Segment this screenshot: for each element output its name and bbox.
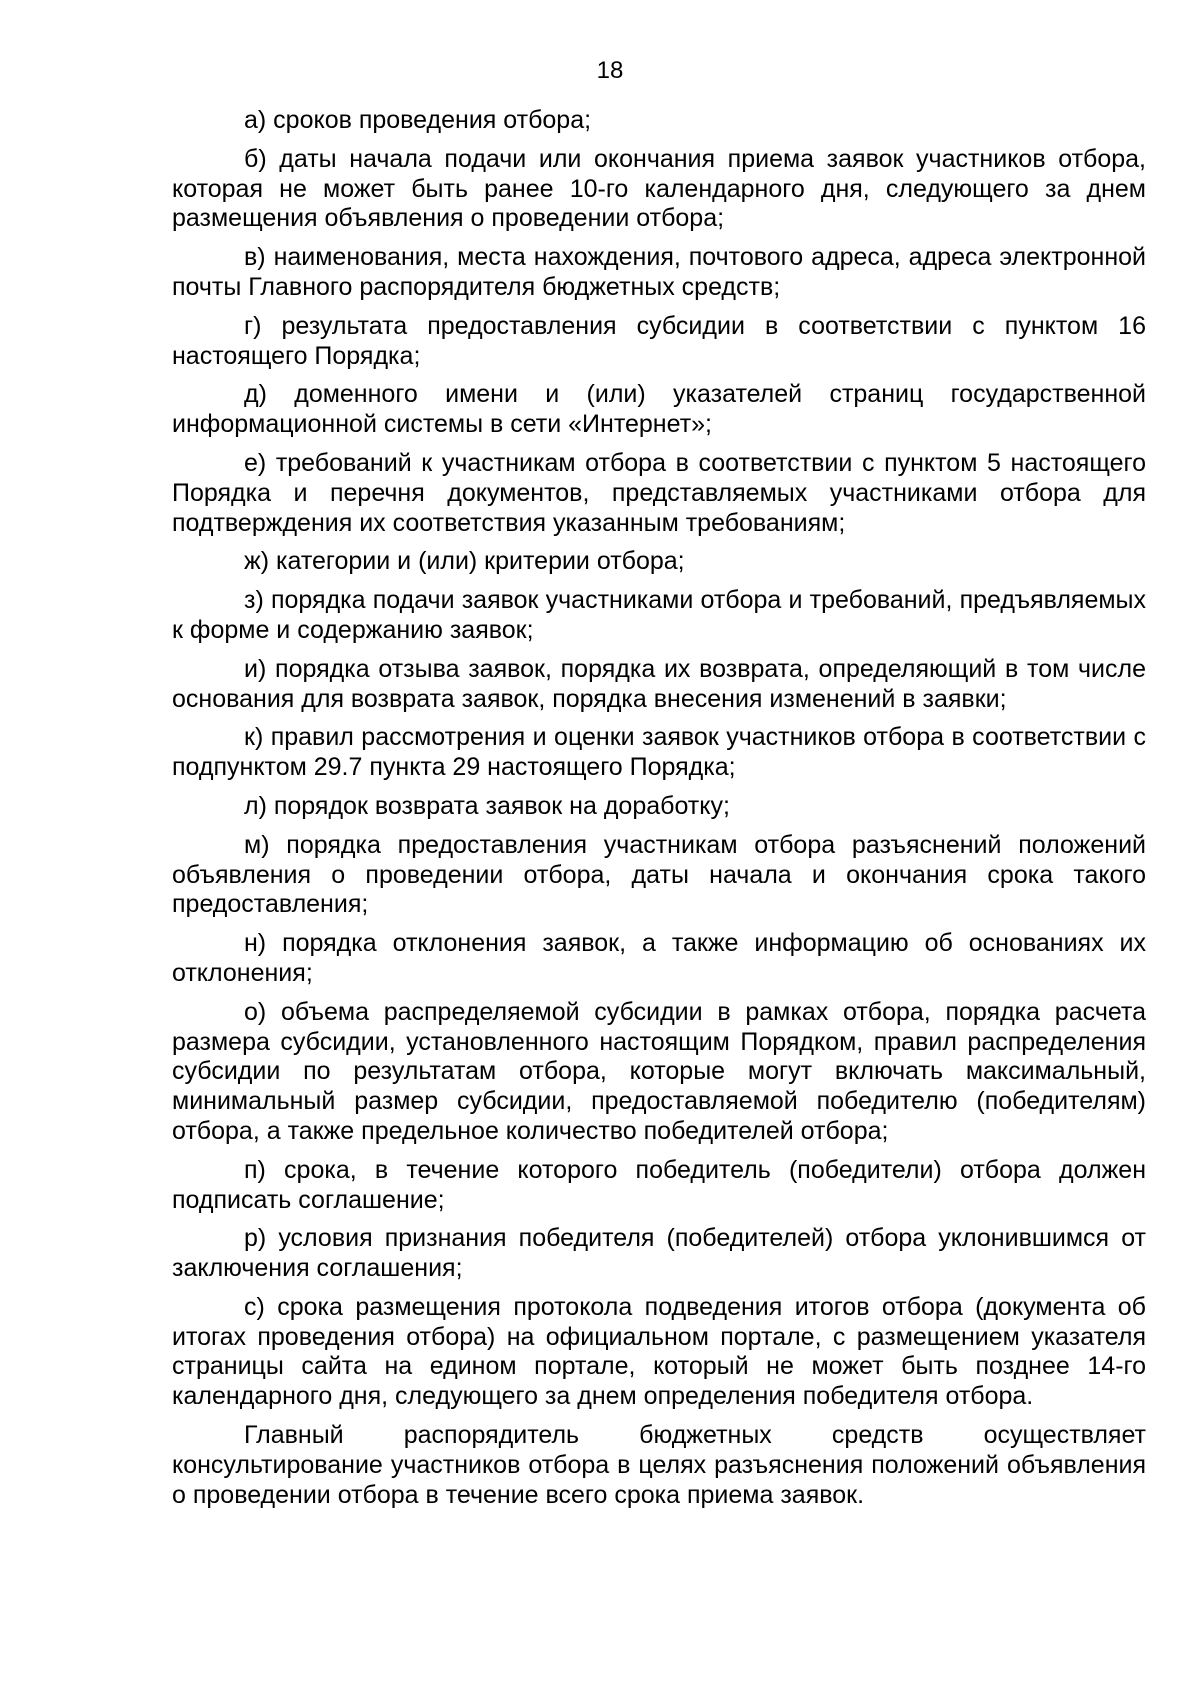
paragraph-d: д) доменного имени и (или) указателей страниц государственной информационной системы в сети «Интернет»; (172, 380, 1146, 439)
paragraph-s: с) срока размещения протокола подведения итогов отбора (документа об итогах проведения отбора) на официальном портале, с размещением указателя страницы сайта на едином портале, который не может быть позднее 14-го календарного дня, следующего за днем определения победителя отбора. (172, 1292, 1146, 1411)
paragraph-zh: ж) категории и (или) критерии отбора; (244, 547, 685, 576)
paragraph-o: о) объема распределяемой субсидии в рамках отбора, порядка расчета размера субсидии, установленного настоящим Порядком, правил распределения субсидии по результатам отбора, которые могут включать максимальный, минимальный размер субсидии, предоставляемой победителю (победителям) отбора, а также предельное количество победителей отбора; (172, 997, 1146, 1145)
paragraph-k: к) правил рассмотрения и оценки заявок участников отбора в соответствии с подпунктом 29.7 пункта 29 настоящего Порядка; (172, 723, 1146, 782)
paragraph-z: з) порядка подачи заявок участниками отбора и требований, предъявляемых к форме и содержанию заявок; (172, 586, 1146, 644)
paragraph-g: г) результата предоставления субсидии в соответствии с пунктом 16 настоящего Порядка; (172, 311, 1146, 370)
paragraph-p: п) срока, в течение которого победитель (победители) отбора должен подписать соглашение; (172, 1155, 1146, 1214)
paragraph-e: е) требований к участникам отбора в соответствии с пунктом 5 настоящего Порядка и перечня документов, представляемых участниками отбора для подтверждения их соответствия указанным требованиям; (172, 448, 1146, 537)
paragraph-l: л) порядок возврата заявок на доработку; (244, 791, 730, 820)
paragraph-m: м) порядка предоставления участникам отбора разъяснений положений объявления о проведении отбора, даты начала и окончания срока такого предоставления; (172, 830, 1146, 919)
page-number: 18 (596, 57, 624, 84)
paragraph-b: б) даты начала подачи или окончания приема заявок участников отбора, которая не может быть ранее 10-го календарного дня, следующего за днем размещения объявления о проведении отбора; (172, 144, 1146, 233)
body-text (172, 106, 1146, 1519)
paragraph-r: р) условия признания победителя (победителей) отбора уклонившимся от заключения соглашения; (172, 1224, 1146, 1283)
paragraph-v: в) наименования, места нахождения, почтового адреса, адреса электронной почты Главного распорядителя бюджетных средств; (172, 243, 1146, 301)
paragraph-consultation: Главный распорядитель бюджетных средств осуществляет консультирование участников отбора в целях разъяснения положений объявления о проведении отбора в течение всего срока приема заявок. (172, 1421, 1146, 1509)
paragraph-a: а) сроков проведения отбора; (244, 106, 592, 134)
paragraph-n: н) порядка отклонения заявок, а также информацию об основаниях их отклонения; (172, 929, 1146, 987)
paragraph-i: и) порядка отзыва заявок, порядка их возврата, определяющий в том числе основания для возврата заявок, порядка внесения изменений в заявки; (172, 654, 1146, 713)
